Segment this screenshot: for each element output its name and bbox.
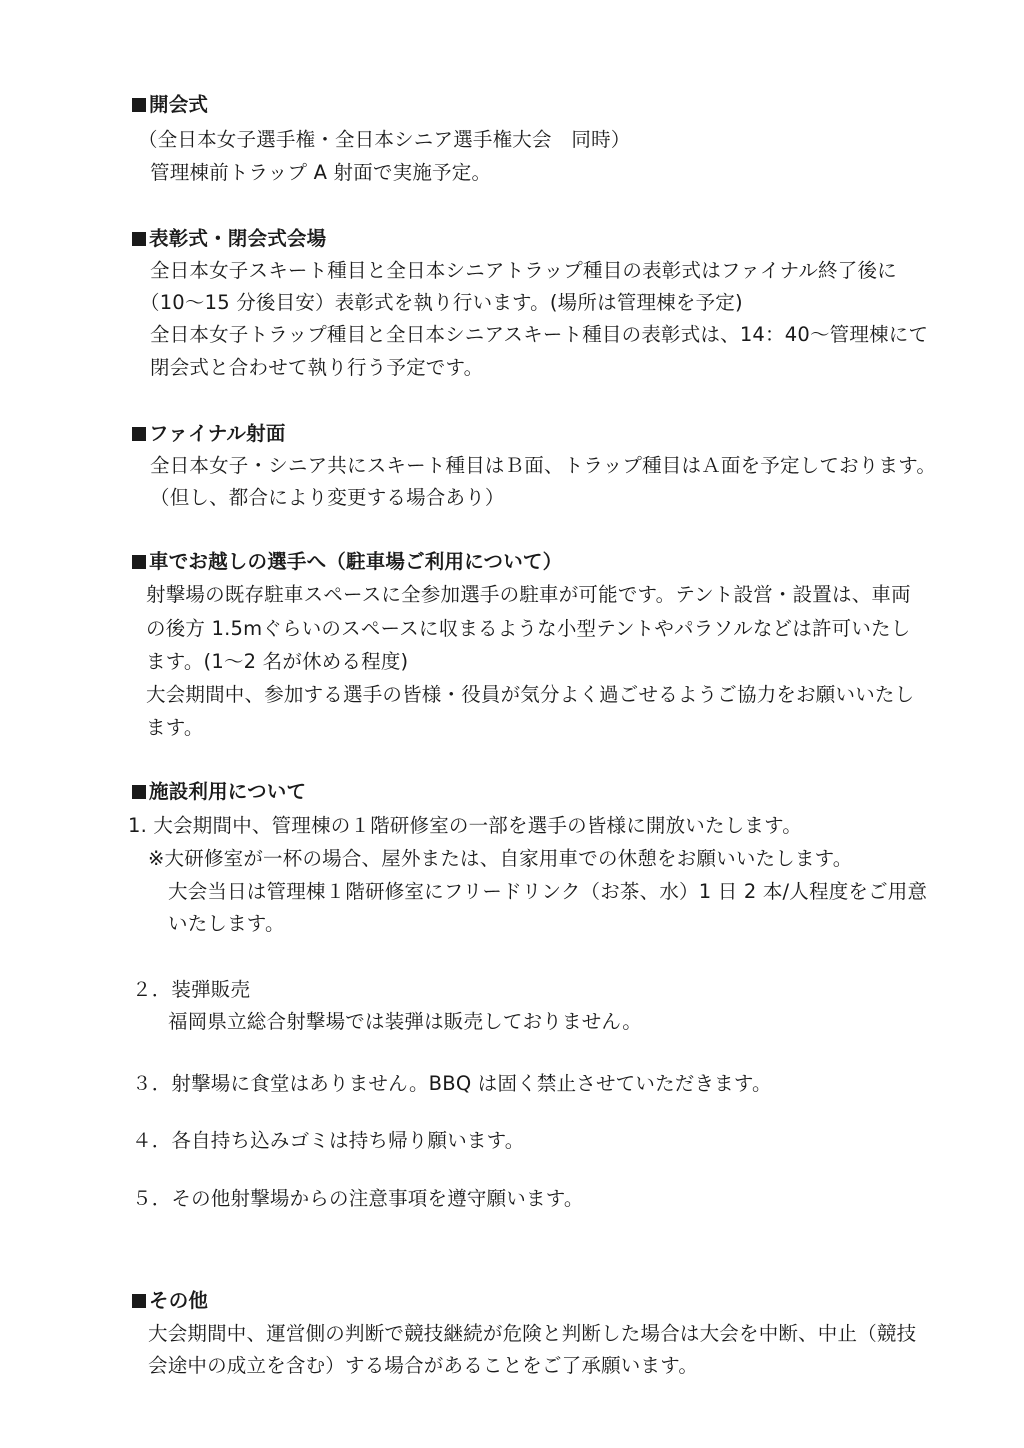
- square-bullet-icon: [132, 232, 146, 246]
- parking-line-4: 大会期間中、参加する選手の皆様・役員が気分よく過ごせるようご協力をお願いいたし: [146, 683, 915, 706]
- ceremony-line-3: 全日本女子トラップ種目と全日本シニアスキート種目の表彰式は、14：40～管理棟にて: [150, 323, 929, 346]
- facility-item-5: ５．その他射撃場からの注意事項を遵守願います。: [132, 1187, 584, 1210]
- other-line-1: 大会期間中、運営側の判断で競技継続が危険と判断した場合は大会を中断、中止（競技: [148, 1322, 917, 1345]
- ceremony-line-1: 全日本女子スキート種目と全日本シニアトラップ種目の表彰式はファイナル終了後に: [150, 259, 897, 282]
- ceremony-line-2: （10～15 分後目安）表彰式を執り行います。(場所は管理棟を予定): [140, 291, 743, 314]
- other-line-2: 会途中の成立を含む）する場合があることをご了承願います。: [148, 1354, 699, 1377]
- section-heading-facility: 施設利用について: [132, 779, 306, 805]
- section-heading-opening: 開会式: [132, 92, 208, 118]
- final-line-1: 全日本女子・シニア共にスキート種目はＢ面、トラップ種目はＡ面を予定しております。: [150, 454, 937, 477]
- facility-item-1-sub-2: いたします。: [168, 912, 285, 935]
- section-heading-parking: 車でお越しの選手へ（駐車場ご利用について）: [132, 549, 562, 575]
- parking-line-2: の後方 1.5mぐらいのスペースに収まるような小型テントやパラソルなどは許可いたし: [146, 617, 911, 640]
- ceremony-line-4: 閉会式と合わせて執り行う予定です。: [150, 356, 484, 379]
- facility-item-2-sub: 福岡県立総合射撃場では装弾は販売しておりません。: [168, 1010, 642, 1033]
- parking-line-5: ます。: [146, 716, 204, 739]
- section-heading-final: ファイナル射面: [132, 421, 286, 447]
- square-bullet-icon: [132, 98, 146, 112]
- square-bullet-icon: [132, 555, 146, 569]
- final-line-2: （但し、都合により変更する場合あり）: [150, 486, 505, 509]
- facility-item-3: ３．射撃場に食堂はありません。BBQ は固く禁止させていただきます。: [132, 1072, 772, 1095]
- section-heading-other: その他: [132, 1288, 208, 1314]
- parking-line-1: 射撃場の既存駐車スペースに全参加選手の駐車が可能です。テント設営・設置は、車両: [146, 583, 911, 606]
- square-bullet-icon: [132, 1294, 146, 1308]
- parking-line-3: ます。(1～2 名が休める程度): [146, 650, 409, 673]
- facility-item-1-note: ※大研修室が一杯の場合、屋外または、自家用車での休憩をお願いいたします。: [148, 847, 853, 870]
- facility-item-4: ４．各自持ち込みゴミは持ち帰り願います。: [132, 1129, 525, 1152]
- facility-item-2: ２．装弾販売: [132, 978, 251, 1001]
- section-heading-ceremony: 表彰式・閉会式会場: [132, 226, 326, 252]
- opening-line-2: 管理棟前トラップ A 射面で実施予定。: [150, 161, 492, 184]
- square-bullet-icon: [132, 785, 146, 799]
- opening-line-1: （全日本女子選手権・全日本シニア選手権大会 同時）: [138, 128, 631, 151]
- facility-item-1: 1. 大会期間中、管理棟の１階研修室の一部を選手の皆様に開放いたします。: [128, 814, 802, 837]
- square-bullet-icon: [132, 427, 146, 441]
- facility-item-1-sub-1: 大会当日は管理棟１階研修室にフリードリンク（お茶、水）1 日 2 本/人程度をご用意: [168, 880, 928, 903]
